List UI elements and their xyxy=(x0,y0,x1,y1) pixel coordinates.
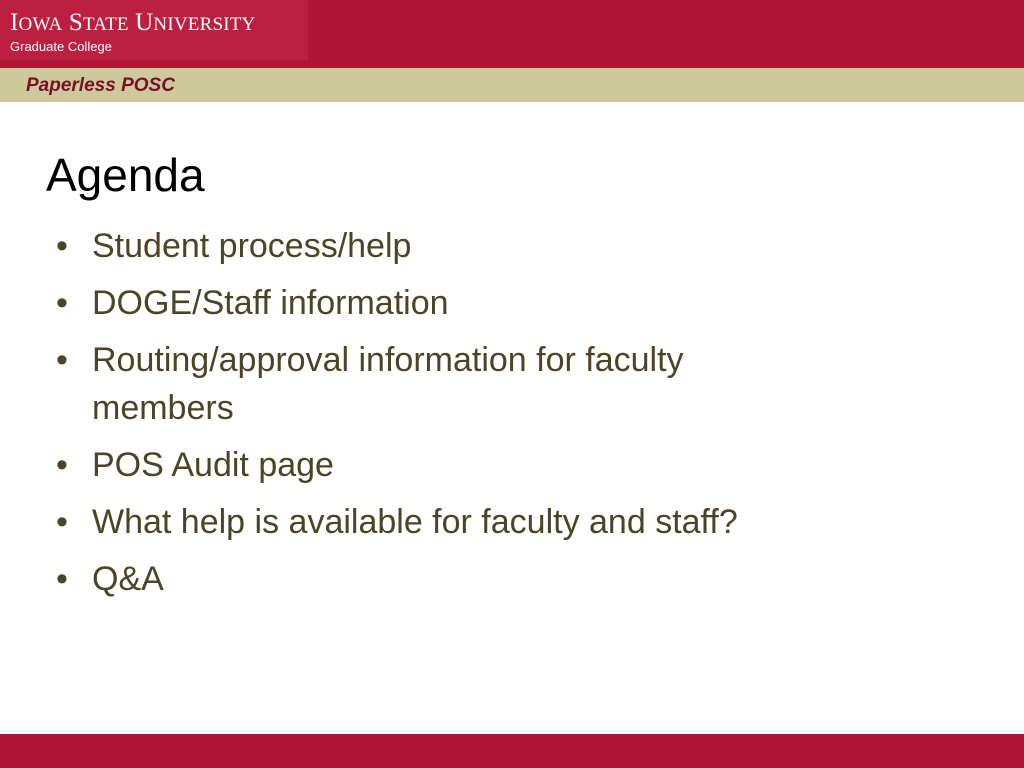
bullet-icon: • xyxy=(56,560,68,598)
bullet-icon: • xyxy=(56,503,68,541)
presentation-subtitle: Paperless POSC xyxy=(26,75,175,96)
list-item-text: What help is available for faculty and staff? xyxy=(92,503,738,541)
bullet-icon: • xyxy=(56,227,68,265)
slide-title: Agenda xyxy=(46,149,205,201)
list-item xyxy=(50,279,812,327)
list-item xyxy=(50,441,812,489)
list-item-text: Q&A xyxy=(92,560,164,598)
list-item-text: Routing/approval information for faculty members xyxy=(92,341,684,427)
top-banner xyxy=(0,0,1024,68)
bullet-icon: • xyxy=(56,284,68,322)
list-item-text: Student process/help xyxy=(92,227,412,265)
bottom-banner xyxy=(0,734,1024,768)
bullet-icon: • xyxy=(56,446,68,484)
bullet-icon: • xyxy=(56,341,68,379)
list-item xyxy=(50,336,812,432)
list-item xyxy=(50,555,812,603)
logo-subline: Graduate College xyxy=(10,39,112,54)
subtitle-band xyxy=(0,68,1024,102)
list-item xyxy=(50,498,892,546)
logo-wordmark: IOWA STATE UNIVERSITY xyxy=(10,9,256,36)
agenda-list xyxy=(50,222,950,612)
list-item-text: POS Audit page xyxy=(92,446,334,484)
university-logo xyxy=(0,0,308,60)
list-item-text: DOGE/Staff information xyxy=(92,284,449,322)
list-item xyxy=(50,222,812,270)
